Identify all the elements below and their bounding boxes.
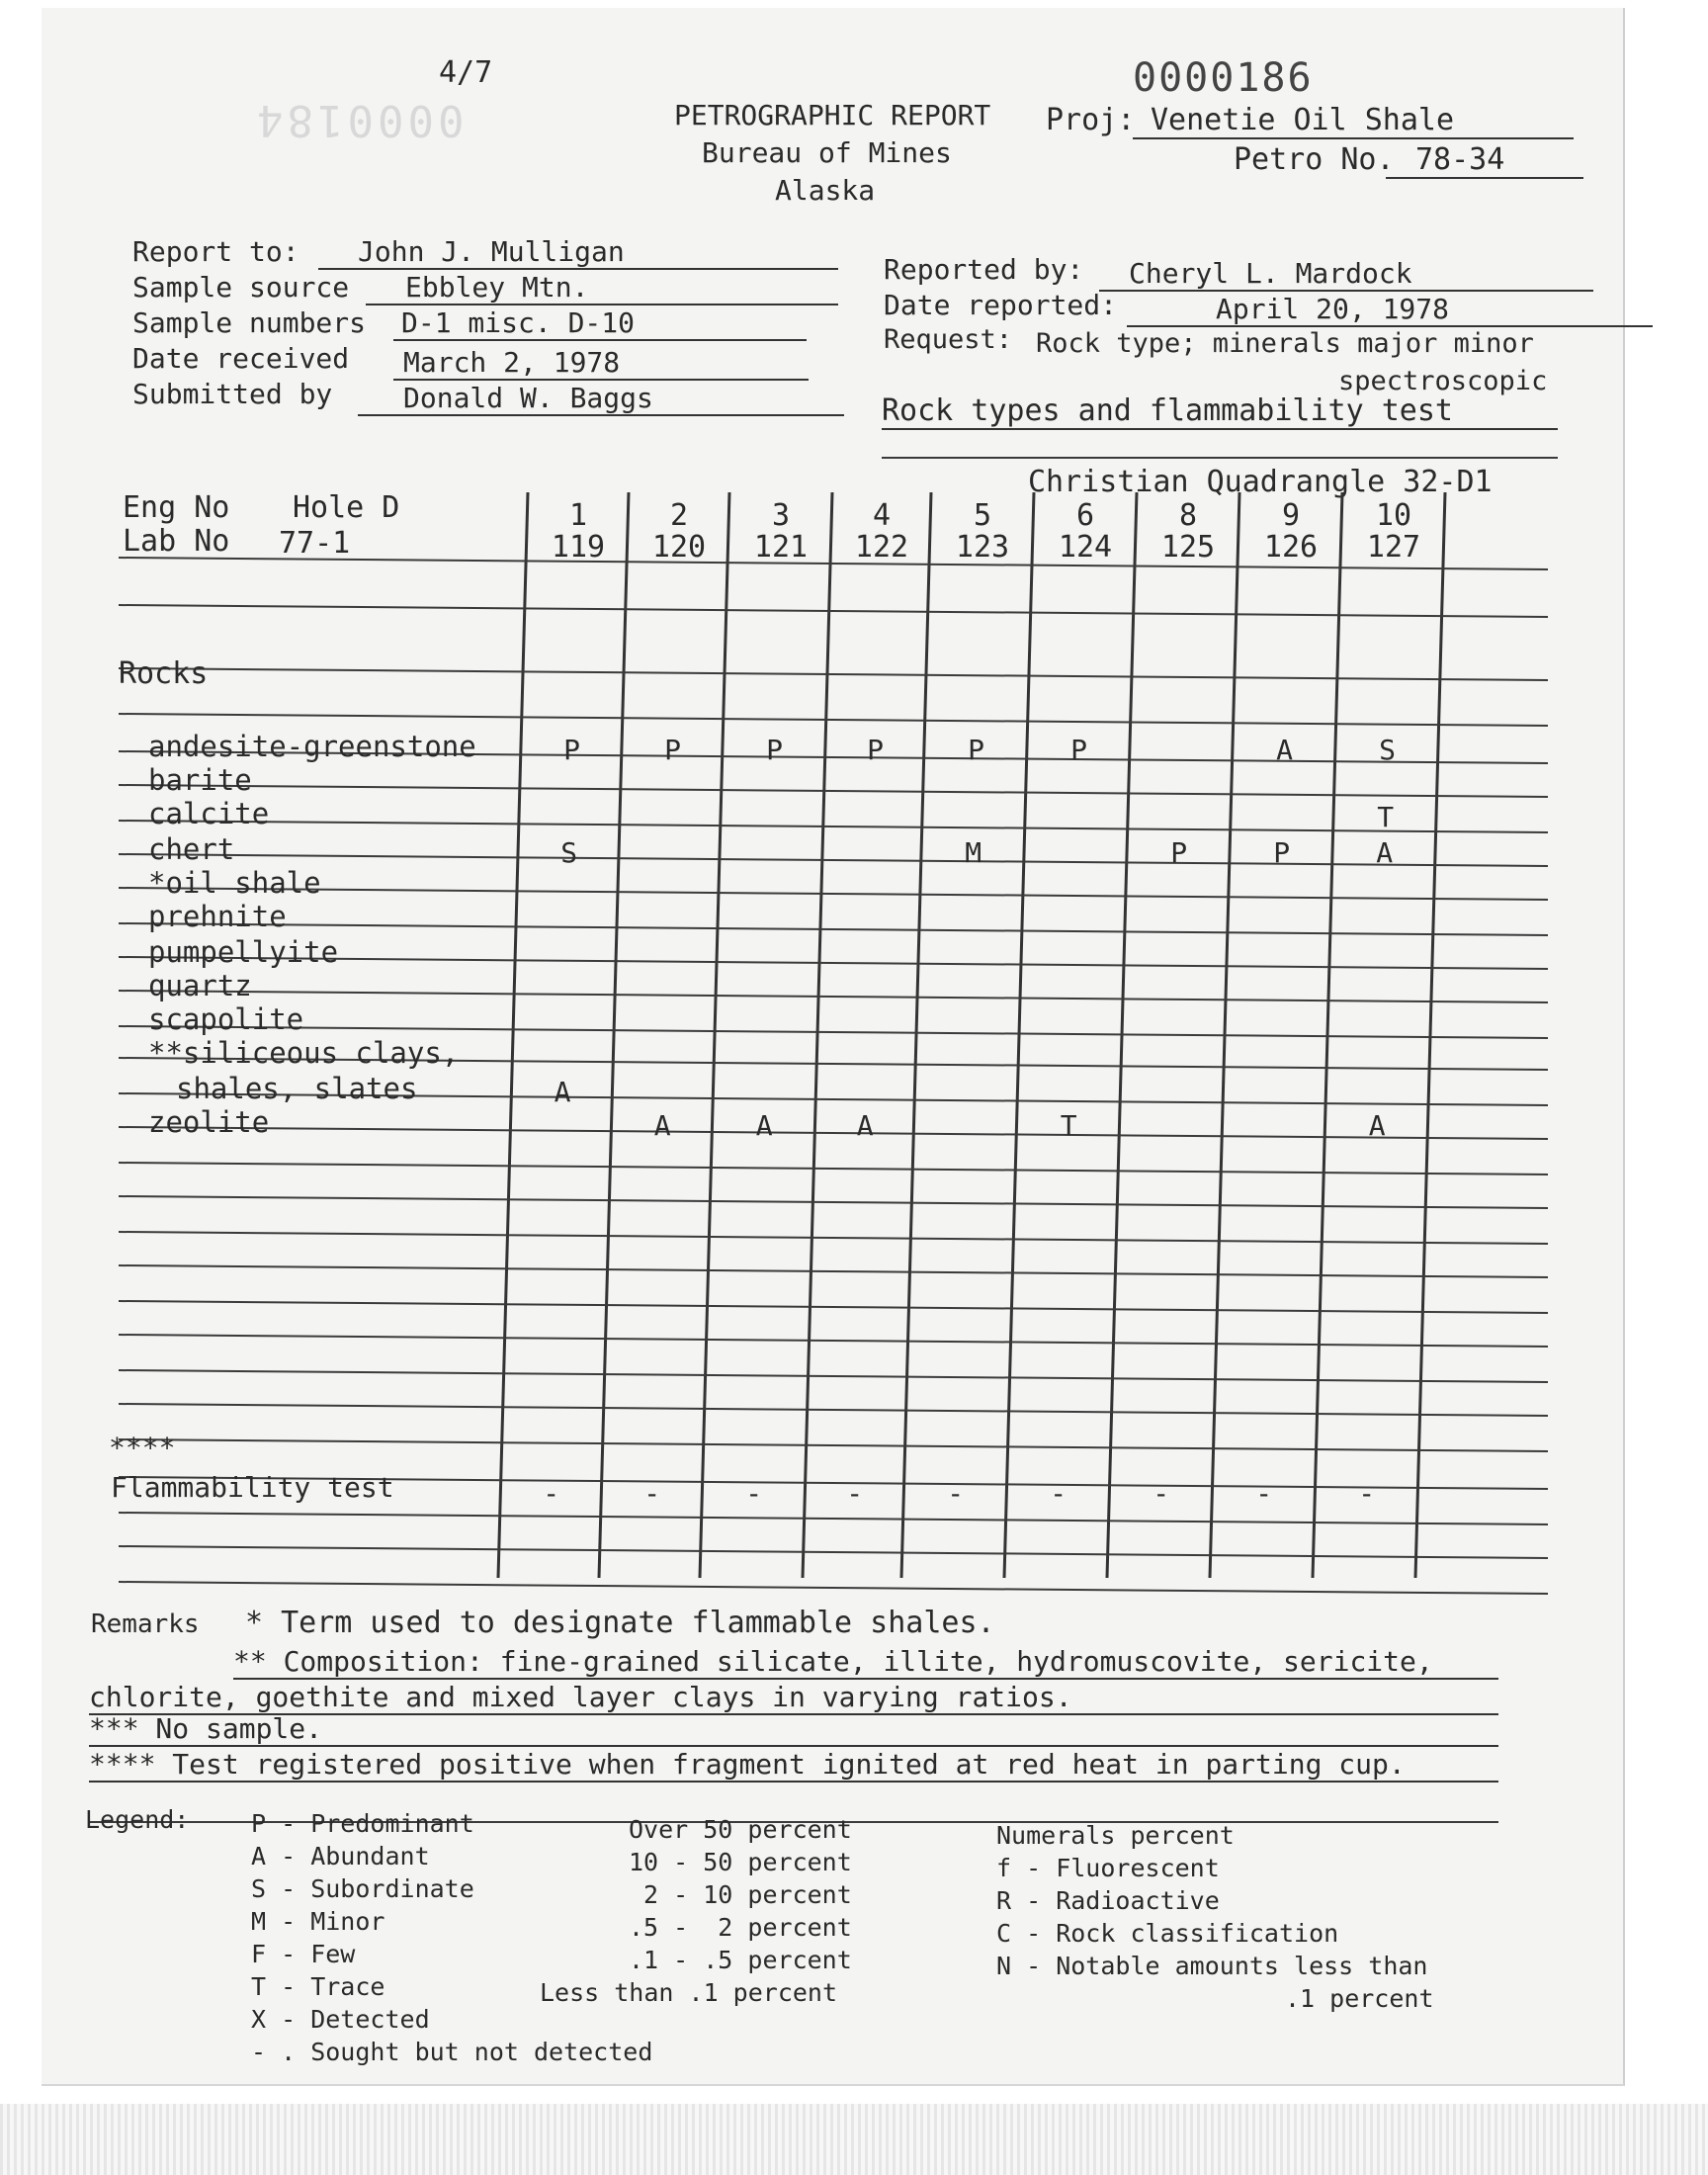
- remark-4: *** No sample.: [89, 1712, 1498, 1747]
- cell-value: M: [965, 836, 982, 869]
- cell-value: A: [856, 1109, 874, 1142]
- remark-3: chlorite, goethite and mixed layer clays in varying ratios.: [89, 1681, 1498, 1715]
- eng-number: 5: [973, 498, 992, 533]
- sample-numbers-label: Sample numbers: [132, 306, 367, 339]
- remark-1: * Term used to designate flammable shales.: [245, 1606, 995, 1640]
- cell-value: A: [554, 1076, 571, 1108]
- legend-percent: 2 - 10 percent: [629, 1880, 852, 1909]
- grid-vline: [1313, 492, 1342, 1578]
- flammability-value: -: [947, 1477, 965, 1510]
- grid-hline: [119, 1582, 1548, 1594]
- grid-hline: [119, 1335, 1548, 1347]
- report-to-value: John J. Mulligan: [318, 235, 838, 270]
- date-reported-label: Date reported:: [884, 289, 1118, 321]
- lab-number: 121: [753, 530, 809, 565]
- remark-5: **** Test registered positive when fragment ignited at red heat in parting cup.: [89, 1748, 1498, 1783]
- cell-value: A: [1376, 836, 1394, 869]
- row-label: prehnite: [148, 900, 287, 933]
- quadrangle: Christian Quadrangle 32-D1: [1028, 465, 1493, 499]
- request-label: Request:: [884, 324, 1013, 355]
- row-label: pumpellyite: [148, 935, 339, 969]
- request-text-2: spectroscopic: [1338, 366, 1548, 396]
- grid-hline: [119, 1404, 1548, 1416]
- legend-note: C - Rock classification: [996, 1919, 1339, 1948]
- lab-no-label: Lab No: [123, 524, 230, 559]
- legend-code: T - Trace: [251, 1972, 385, 2001]
- state-name: Alaska: [775, 174, 876, 207]
- proj-value: Venetie Oil Shale: [1133, 103, 1574, 139]
- lab-number: 126: [1263, 530, 1319, 565]
- lab-number: 124: [1058, 530, 1113, 565]
- cell-value: S: [560, 836, 578, 869]
- cell-value: S: [1379, 734, 1396, 766]
- grid-vline: [803, 492, 832, 1578]
- flammability-value: -: [1153, 1477, 1170, 1510]
- eng-number: 6: [1075, 498, 1095, 533]
- row-label: quartz: [148, 969, 252, 1002]
- reported-by-label: Reported by:: [884, 253, 1084, 286]
- cell-value: P: [867, 734, 884, 766]
- legend-code: M - Minor: [251, 1907, 385, 1936]
- flammability-value: -: [745, 1477, 763, 1510]
- grid-hline: [119, 991, 1548, 1002]
- cell-value: P: [1273, 836, 1291, 869]
- legend-percent: .5 - 2 percent: [629, 1913, 852, 1942]
- grid-hline: [119, 1513, 1548, 1524]
- lab-number: 125: [1160, 530, 1216, 565]
- row-label: shales, slates: [176, 1072, 418, 1105]
- grid-hline: [119, 1232, 1548, 1244]
- stars-label: ****: [109, 1432, 176, 1464]
- grid-vline: [1004, 492, 1034, 1578]
- grid-hline: [119, 923, 1548, 935]
- submitted-by-value: Donald W. Baggs: [358, 382, 844, 416]
- eng-number: 4: [872, 498, 892, 533]
- lab-number: 127: [1366, 530, 1421, 565]
- legend-percent: 10 - 50 percent: [629, 1848, 852, 1876]
- eng-number: 3: [771, 498, 791, 533]
- agency-name: Bureau of Mines: [702, 136, 952, 169]
- eng-number: 1: [568, 498, 588, 533]
- grid-hline: [119, 1439, 1548, 1451]
- rocks-section-label: Rocks: [119, 656, 209, 691]
- lab-number: 123: [955, 530, 1010, 565]
- grid-hline: [119, 668, 1548, 680]
- grid-hline: [119, 1127, 1548, 1139]
- date-received-label: Date received: [132, 342, 350, 375]
- flammability-value: -: [1358, 1477, 1376, 1510]
- eng-number: 9: [1281, 498, 1301, 533]
- date-reported-value: April 20, 1978: [1127, 293, 1653, 327]
- remark-2: ** Composition: fine-grained silicate, illite, hydromuscovite, sericite,: [233, 1645, 1498, 1680]
- report-to-label: Report to:: [132, 235, 299, 268]
- proj-label: Proj:: [1046, 103, 1136, 137]
- flammability-label: Flammability test: [111, 1471, 394, 1504]
- legend-percent: Less than .1 percent: [540, 1978, 838, 2007]
- page-mark: 4/7: [439, 55, 493, 90]
- sample-numbers-value: D-1 misc. D-10: [393, 306, 807, 341]
- report-title: PETROGRAPHIC REPORT: [674, 99, 991, 131]
- flammability-value: -: [1255, 1477, 1273, 1510]
- flammability-value: -: [1050, 1477, 1068, 1510]
- legend-label: Legend:: [85, 1805, 190, 1834]
- legend-note: .1 percent: [1285, 1984, 1434, 2013]
- eng-number: 10: [1375, 498, 1412, 533]
- cell-value: A: [755, 1109, 773, 1142]
- cell-value: T: [1060, 1109, 1077, 1142]
- petro-value: 78-34: [1386, 142, 1583, 179]
- grid-hline: [119, 605, 1548, 617]
- legend-code: P - Predominant: [251, 1809, 474, 1838]
- lab-number: 122: [854, 530, 909, 565]
- row-label: barite: [148, 763, 252, 797]
- cell-value: P: [968, 734, 984, 766]
- eng-number: 2: [669, 498, 689, 533]
- submitted-by-label: Submitted by: [132, 378, 333, 410]
- flammability-value: -: [643, 1477, 661, 1510]
- row-label: calcite: [148, 797, 270, 830]
- cell-value: A: [653, 1109, 671, 1142]
- row-label: andesite-greenstone: [148, 730, 476, 763]
- grid-hline: [119, 1163, 1548, 1174]
- hole-label: Hole D: [293, 490, 400, 525]
- cell-value: A: [1276, 734, 1293, 766]
- legend-note: Numerals percent: [996, 1821, 1235, 1850]
- lab-number: 120: [651, 530, 707, 565]
- date-received-value: March 2, 1978: [393, 346, 809, 381]
- faded-stamp: 0000184: [253, 95, 465, 145]
- eng-no-label: Eng No: [123, 490, 230, 525]
- legend-note: R - Radioactive: [996, 1886, 1220, 1915]
- legend-note: N - Notable amounts less than: [996, 1952, 1428, 1980]
- eng-number: 8: [1178, 498, 1198, 533]
- cell-value: P: [1070, 734, 1087, 766]
- legend-code: X - Detected: [251, 2005, 430, 2034]
- legend-code: A - Abundant: [251, 1842, 430, 1870]
- grid-hline: [119, 1546, 1548, 1558]
- grid-hline: [119, 1196, 1548, 1208]
- grid-vline: [700, 492, 729, 1578]
- row-label: **siliceous clays,: [148, 1036, 460, 1070]
- grid-hline: [119, 714, 1548, 726]
- lab-number: 119: [551, 530, 606, 565]
- lab-prefix: 77-1: [279, 526, 351, 561]
- cell-value: P: [664, 734, 681, 766]
- cell-value: T: [1377, 801, 1395, 833]
- sample-source-label: Sample source: [132, 271, 350, 304]
- grid-vline: [599, 492, 629, 1578]
- legend-percent: Over 50 percent: [629, 1815, 852, 1844]
- cell-value: P: [766, 734, 783, 766]
- row-label: zeolite: [148, 1105, 270, 1139]
- legend-note: f - Fluorescent: [996, 1854, 1220, 1882]
- grid-hline: [119, 888, 1548, 900]
- reported-by-value: Cheryl L. Mardock: [1099, 257, 1593, 292]
- grid-vline: [901, 492, 931, 1578]
- grid-hline: [119, 1265, 1548, 1277]
- petro-label: Petro No.: [1234, 142, 1395, 177]
- grid-hline: [119, 1301, 1548, 1313]
- row-label: scapolite: [148, 1002, 304, 1036]
- legend-code: F - Few: [251, 1940, 356, 1968]
- cell-value: P: [1170, 836, 1188, 869]
- flammability-value: -: [846, 1477, 864, 1510]
- grid-hline: [119, 1370, 1548, 1382]
- row-label: chert: [148, 832, 235, 866]
- legend-code: - . Sought but not detected: [251, 2038, 653, 2066]
- grid-vline: [498, 492, 528, 1578]
- row-label: *oil shale: [148, 866, 321, 900]
- legend-percent: .1 - .5 percent: [629, 1946, 852, 1974]
- legend-code: S - Subordinate: [251, 1874, 474, 1903]
- document-number: 0000186: [1133, 55, 1314, 101]
- remarks-label: Remarks: [91, 1610, 200, 1639]
- request-detail: Rock types and flammability test: [882, 393, 1558, 430]
- flammability-value: -: [543, 1477, 560, 1510]
- sample-source-value: Ebbley Mtn.: [366, 271, 838, 305]
- request-text: Rock type; minerals major minor: [1036, 328, 1534, 359]
- cell-value: A: [1368, 1109, 1386, 1142]
- cell-value: P: [563, 734, 580, 766]
